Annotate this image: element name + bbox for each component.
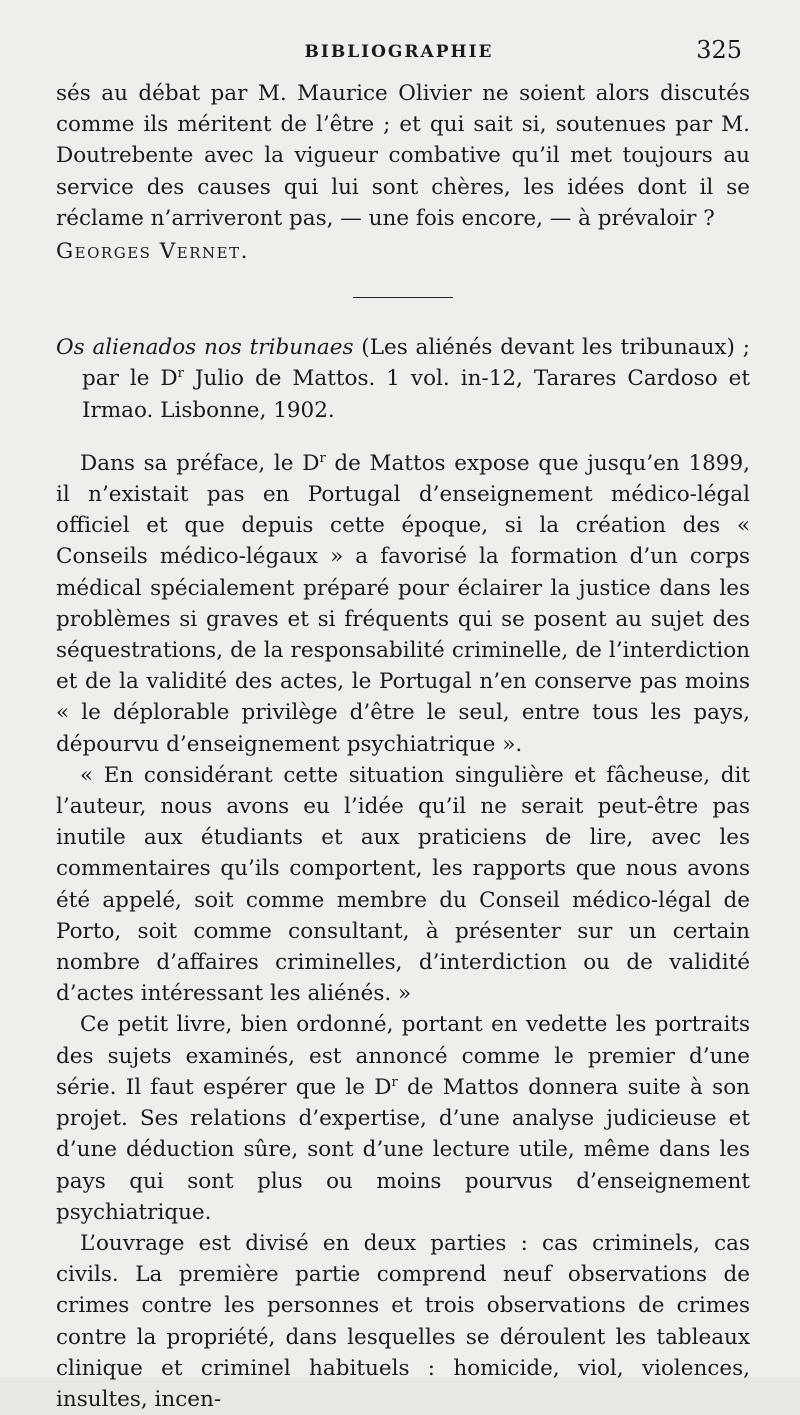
running-title: BIBLIOGRAPHIE	[304, 42, 494, 62]
section-divider	[353, 297, 453, 298]
paragraph-preface-text-2: de Mattos expose que jusqu’en 1899, il n’existait pas en Portugal d’enseignement médico-légal officiel et que depuis cette époque, si la création des « Conseils médico-légaux » a favorisé la formation d’un corps médical spécialement préparé pour éclairer la justice dans les problèmes si graves et si fréquents qui se posent au sujet des séquestrations, de la responsabilité criminelle, de l’interdiction et de la validité des actes, le Portugal n’en conserve pas moins « le déplorable privilège d’être le seul, entre tous les pays, dépourvu d’enseignement psychiatrique ».	[56, 450, 750, 757]
paragraph-review-text-1: Ce petit livre, bien ordonné, portant en vedette les portraits des sujets examinés, est annoncé comme le premier d’une série. Il faut espérer que le D	[56, 1012, 750, 1100]
page-header	[56, 34, 742, 68]
book-ref-text-2: Julio de Mattos. 1 vol. in-12, Tarares Cardoso et Irmao. Lisbonne, 1902.	[82, 366, 750, 423]
paragraph-preface-text-1: Dans sa préface, le D	[80, 450, 320, 476]
paragraph-structure: L’ouvrage est divisé en deux parties : cas criminels, cas civils. La première partie comprend neuf observations de crimes contre les personnes et trois observations de crimes contre la propriété, dans lesquelles se déroulent les tableaux clinique et criminel habituels : homicide, viol, violences, insultes, incen-	[56, 1230, 750, 1412]
paragraph-preface-superscript: r	[319, 450, 326, 466]
paragraph-preface	[56, 448, 750, 760]
paragraph-review	[56, 1009, 750, 1227]
page-number: 325	[696, 36, 742, 64]
paragraph-quote: « En considérant cette situation singulière et fâcheuse, dit l’auteur, nous avons eu l’idée qu’il ne serait peut-être pas inutile aux étudiants et aux praticiens de lire, avec les commentaires qu’ils comportent, les rapports que nous avons été appelé, soit comme membre du Conseil médico-légal de Porto, soit comme consultant, à présenter sur un certain nombre d’affaires criminelles, d’interdiction ou de validité d’actes intéressant les aliénés. »	[56, 762, 750, 1007]
body-text	[56, 78, 750, 1415]
book-ref-text-1: (Les aliénés devant les tribunaux) ; par le D	[82, 335, 750, 392]
author-signature: Georges Vernet.	[56, 239, 249, 265]
book-reference	[56, 332, 750, 426]
paragraph-continuation: sés au débat par M. Maurice Olivier ne soient alors discutés comme ils méritent de l’être ; et qui sait si, soutenues par M. Doutrebente avec la vigueur combative qu’il met toujours au service des causes qui lui sont chères, les idées dont il se réclame n’arriveront pas, — une fois encore, — à prévaloir ?	[56, 81, 750, 231]
paragraph-review-superscript: r	[391, 1074, 398, 1090]
book-ref-superscript: r	[177, 366, 184, 382]
paragraph-review-text-2: de Mattos donnera suite à son projet. Ses relations d’expertise, d’une analyse judicieuse et d’une déduction sûre, sont d’une lecture utile, même dans les pays qui sont plus ou moins pourvus d’enseignement psychiatrique.	[56, 1074, 750, 1225]
book-title: Os alienados nos tribunaes	[56, 335, 354, 361]
